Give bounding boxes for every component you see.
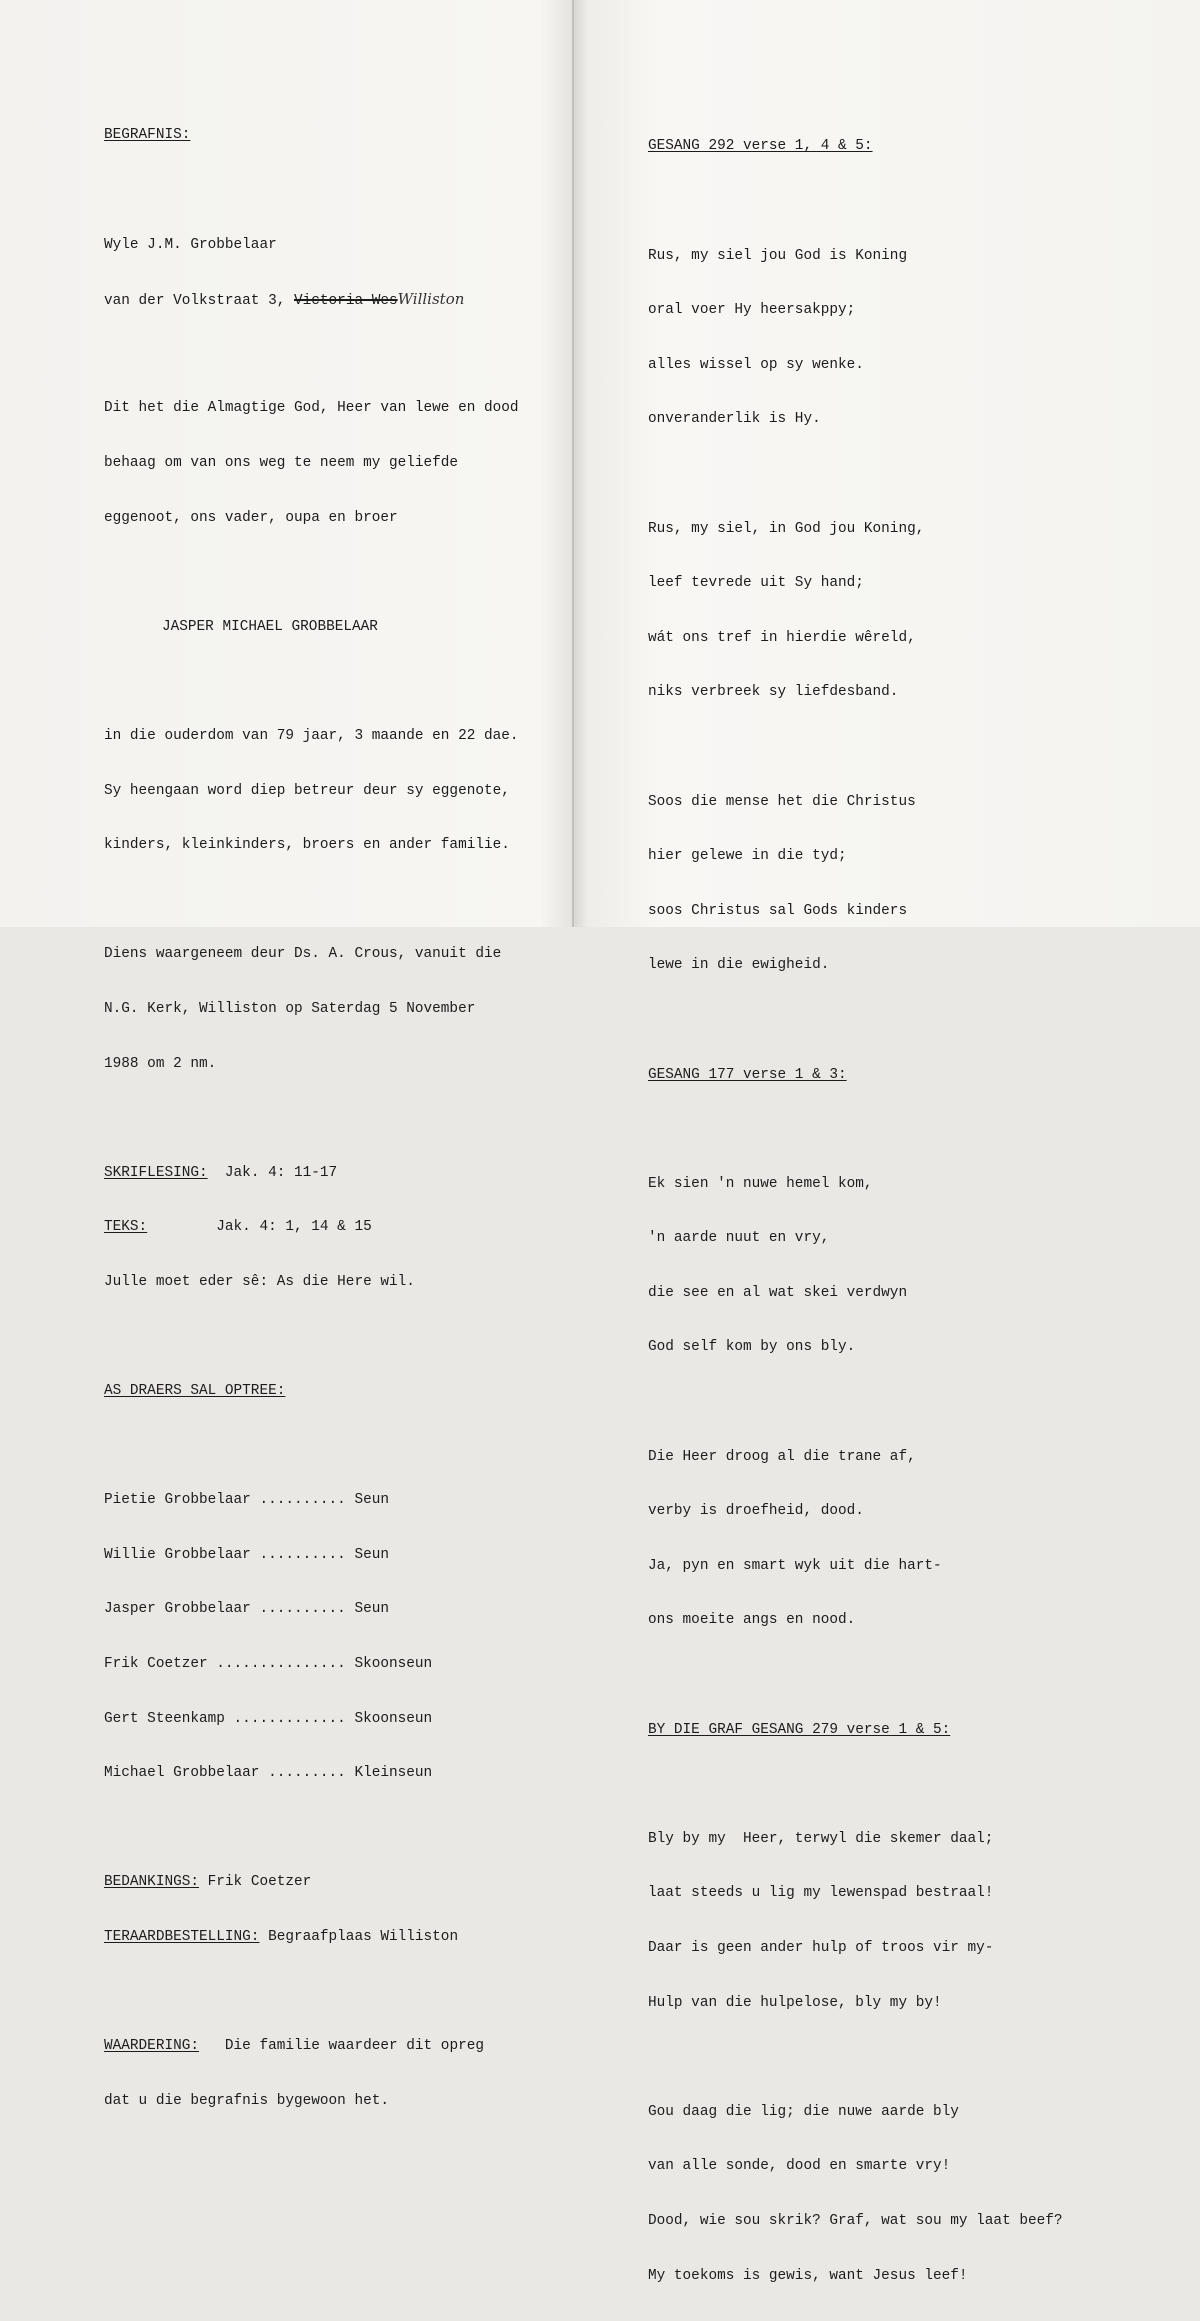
hymn-177-heading: GESANG 177 verse 1 & 3: xyxy=(648,1066,847,1083)
hymn-line: Soos die mense het die Christus xyxy=(648,793,916,810)
thanks-label: BEDANKINGS: xyxy=(104,1874,199,1891)
age-line: Sy heengaan word diep betreur deur sy eggenote, xyxy=(104,782,510,799)
hymn-line: Rus, my siel, in God jou Koning, xyxy=(648,520,925,537)
age-line: in die ouderdom van 79 jaar, 3 maande en 22 dae. xyxy=(104,727,519,744)
hymn-line: alles wissel op sy wenke. xyxy=(648,356,864,373)
bearer-row xyxy=(104,1655,519,1673)
bearer-relation: Kleinseun xyxy=(345,1765,433,1782)
age-line: kinders, kleinkinders, broers en ander familie. xyxy=(104,837,510,854)
hymn-line: Rus, my siel jou God is Koning xyxy=(648,247,908,264)
hymn-line: die see en al wat skei verdwyn xyxy=(648,1284,908,1301)
bearer-name: Michael Grobbelaar xyxy=(104,1765,260,1782)
bearer-relation: Skoonseun xyxy=(345,1710,433,1727)
reading-value: Jak. 4: 11-17 xyxy=(207,1164,338,1181)
hymn-line: lewe in die ewigheid. xyxy=(648,957,830,974)
address-struck: Victoria Wes xyxy=(294,293,398,310)
burial-label: TERAARDBESTELLING: xyxy=(104,1929,260,1945)
hymn-line: oral voer Hy heersakppy; xyxy=(648,302,856,319)
page-fold xyxy=(572,0,574,927)
text-label: TEKS: xyxy=(104,1219,148,1236)
hymn-line: leef tevrede uit Sy hand; xyxy=(648,575,864,592)
appreciation-line-2: dat u die begrafnis bygewoon het. xyxy=(104,2092,389,2109)
bearer-relation: Seun xyxy=(345,1492,389,1509)
bearer-name: Frik Coetzer xyxy=(104,1656,208,1673)
thanks-value: Frik Coetzer xyxy=(199,1874,312,1891)
bearer-name: Pietie Grobbelaar xyxy=(104,1492,251,1509)
bearer-row xyxy=(104,1764,519,1782)
hymn-line: 'n aarde nuut en vry, xyxy=(648,1230,830,1247)
hymn-279-heading: BY DIE GRAF GESANG 279 verse 1 & 5: xyxy=(648,1721,951,1738)
bearer-dots: .......... xyxy=(250,1546,346,1563)
burial-line xyxy=(104,1928,519,1946)
appreciation-value: Die familie waardeer dit opreg xyxy=(199,2038,484,2055)
hymn-line: soos Christus sal Gods kinders xyxy=(648,902,908,919)
service-line: 1988 om 2 nm. xyxy=(104,1055,217,1072)
bearer-dots: .......... xyxy=(250,1601,346,1618)
intro-line: Dit het die Almagtige God, Heer van lewe en dood xyxy=(104,400,519,417)
appreciation-label: WAARDERING: xyxy=(104,2038,199,2055)
appreciation-line xyxy=(104,2037,519,2055)
deceased-short-name: Wyle J.M. Grobbelaar xyxy=(104,236,277,253)
burial-value: Begraafplaas Williston xyxy=(259,1929,459,1945)
service-line: Diens waargeneem deur Ds. A. Crous, vanuit die xyxy=(104,946,502,963)
address-prefix: van der Volkstraat 3, xyxy=(104,293,294,310)
hymn-line: hier gelewe in die tyd; xyxy=(648,848,847,865)
thanks-line xyxy=(104,1873,519,1891)
hymn-line: Ek sien 'n nuwe hemel kom, xyxy=(648,1175,873,1192)
service-line: N.G. Kerk, Williston op Saterdag 5 November xyxy=(104,1000,476,1017)
hymn-line: van alle sonde, dood en smarte vry! xyxy=(648,2158,951,2175)
bearer-name: Gert Steenkamp xyxy=(104,1710,225,1727)
bearer-dots: .......... xyxy=(250,1492,346,1509)
hymn-line: ons moeite angs en nood. xyxy=(648,1612,856,1629)
hymn-line: Ja, pyn en smart wyk uit die hart- xyxy=(648,1557,942,1574)
hymn-line: Dood, wie sou skrik? Graf, wat sou my laat beef? xyxy=(648,2212,1063,2229)
address-handwritten: Williston xyxy=(397,290,465,309)
bearer-relation: Skoonseun xyxy=(345,1656,433,1673)
bearer-dots: ............... xyxy=(207,1656,346,1673)
bearer-dots: ............. xyxy=(224,1710,346,1727)
hymn-line: Hulp van die hulpelose, bly my by! xyxy=(648,1994,942,2011)
hymn-line: verby is droefheid, dood. xyxy=(648,1503,864,1520)
hymn-292-heading: GESANG 292 verse 1, 4 & 5: xyxy=(648,138,873,155)
hymn-line: niks verbreek sy liefdesband. xyxy=(648,684,899,701)
hymn-line: wát ons tref in hierdie wêreld, xyxy=(648,629,916,646)
hymn-line: Gou daag die lig; die nuwe aarde bly xyxy=(648,2103,959,2120)
bearer-row xyxy=(104,1546,519,1564)
bearer-row xyxy=(104,1710,519,1728)
left-page xyxy=(104,90,519,2146)
bearer-relation: Seun xyxy=(345,1546,389,1563)
bearer-name: Willie Grobbelaar xyxy=(104,1546,251,1563)
intro-line: behaag om van ons weg te neem my geliefde xyxy=(104,454,459,471)
hymn-line: God self kom by ons bly. xyxy=(648,1339,856,1356)
hymn-line: laat steeds u lig my lewenspad bestraal! xyxy=(648,1885,994,1902)
hymn-line: My toekoms is gewis, want Jesus leef! xyxy=(648,2267,968,2284)
deceased-full-name: JASPER MICHAEL GROBBELAAR xyxy=(162,618,378,635)
intro-line: eggenoot, ons vader, oupa en broer xyxy=(104,509,398,526)
address-line xyxy=(104,290,519,308)
funeral-heading: BEGRAFNIS: xyxy=(104,127,191,144)
hymn-line: onveranderlik is Hy. xyxy=(648,411,821,428)
reading-line xyxy=(104,1164,519,1182)
bearer-relation: Seun xyxy=(345,1601,389,1618)
bearers-heading: AS DRAERS SAL OPTREE: xyxy=(104,1383,286,1400)
text-quote: Julle moet eder sê: As die Here wil. xyxy=(104,1273,415,1290)
bearer-name: Jasper Grobbelaar xyxy=(104,1601,251,1618)
bearer-row xyxy=(104,1491,519,1509)
text-value: Jak. 4: 1, 14 & 15 xyxy=(147,1219,372,1236)
text-line xyxy=(104,1218,519,1236)
bearer-row xyxy=(104,1600,519,1618)
hymn-line: Daar is geen ander hulp of troos vir my- xyxy=(648,1940,994,1956)
hymn-line: Die Heer droog al die trane af, xyxy=(648,1448,916,1465)
bearer-dots: ......... xyxy=(259,1765,346,1782)
right-page xyxy=(648,101,1063,2321)
hymn-line: Bly by my Heer, terwyl die skemer daal; xyxy=(648,1830,994,1847)
reading-label: SKRIFLESING: xyxy=(104,1164,208,1181)
